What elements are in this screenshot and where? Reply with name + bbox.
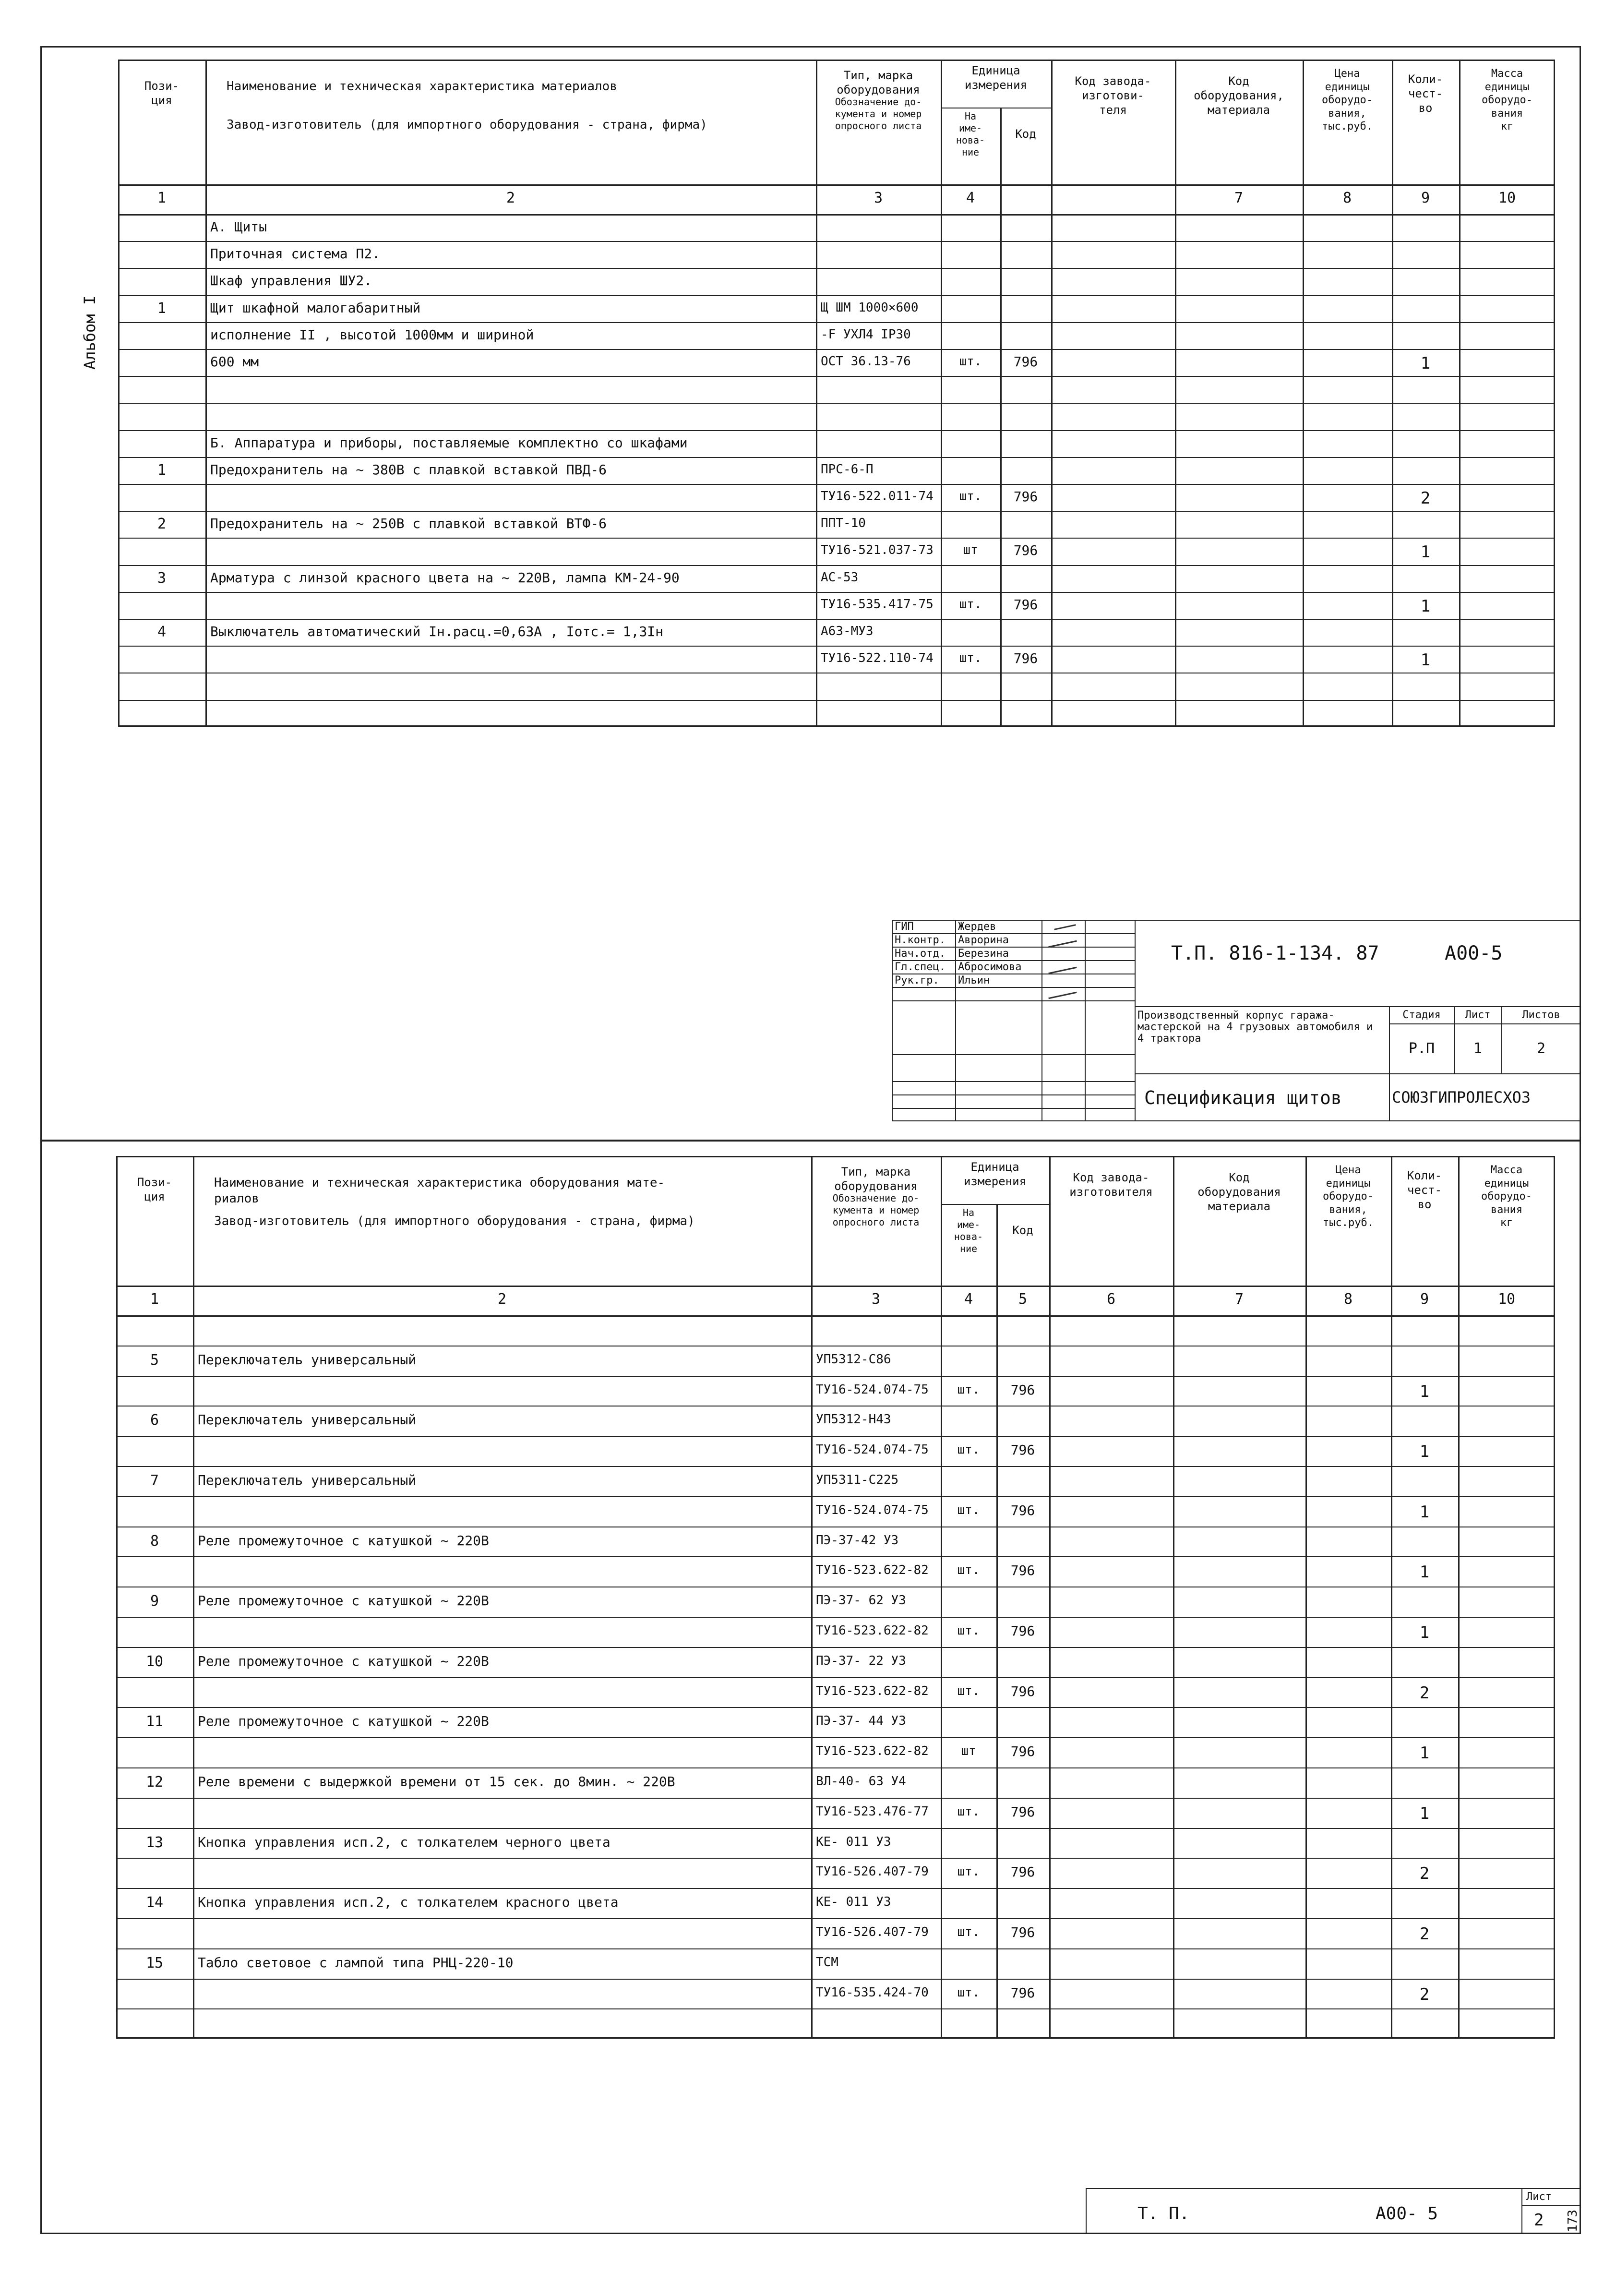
- cell-type: ТУ16-521.037-73: [821, 543, 934, 558]
- cell-unit-code: 796: [1013, 489, 1038, 505]
- cell-name: 600 мм: [210, 354, 259, 370]
- album-label: Альбом I: [81, 295, 99, 370]
- cell-unit-code: 796: [1013, 354, 1038, 370]
- column-number: 4: [966, 190, 975, 206]
- cell-name: Щит шкафной малогабаритный: [210, 300, 421, 316]
- stamp-sheet-header: Лист: [1465, 1009, 1491, 1021]
- cell-position: 11: [145, 1713, 164, 1731]
- cell-type: ТУ16-526.407-79: [816, 1925, 929, 1939]
- column-number: 3: [874, 190, 883, 206]
- cell-quantity: 1: [1420, 650, 1431, 670]
- column-number: 4: [964, 1291, 973, 1308]
- header-type-doc: Обозначение до- кумента и номер опросного листа: [832, 1192, 920, 1228]
- cell-position: 10: [145, 1653, 164, 1670]
- cell-unit: шт.: [959, 651, 982, 666]
- cell-name: Переключатель универсальный: [198, 1472, 417, 1488]
- header-equipment-code: Код оборудования, материала: [1194, 74, 1284, 117]
- cell-type: ПЭ-37- 44 У3: [816, 1714, 906, 1729]
- cell-type: -F УХЛ4 IP30: [821, 327, 911, 342]
- stamp-role: Гл.спец.: [895, 961, 946, 973]
- cell-name: Переключатель универсальный: [198, 1351, 417, 1368]
- footer-side-number: 173: [1566, 2210, 1580, 2232]
- header-unit: Единица измерения: [963, 1160, 1027, 1188]
- cell-unit: шт.: [957, 1985, 980, 2000]
- column-number: 10: [1498, 190, 1516, 206]
- cell-name: Шкаф управления ШУ2.: [210, 273, 372, 289]
- cell-quantity: 1: [1419, 1382, 1430, 1401]
- cell-unit-code: 796: [1010, 1924, 1035, 1940]
- stamp-object-title: Производственный корпус гаража-мастерской на 4 грузовых автомобиля и 4 трактора: [1137, 1010, 1373, 1045]
- header-plant-code: Код завода- изготови- теля: [1075, 74, 1151, 117]
- cell-quantity: 1: [1419, 1502, 1430, 1522]
- cell-quantity: 1: [1420, 542, 1431, 562]
- cell-unit-code: 796: [1010, 1683, 1035, 1699]
- column-number: 7: [1234, 190, 1244, 206]
- cell-type: ТУ16-523.622-82: [816, 1744, 929, 1759]
- stamp-person: Жердев: [958, 921, 996, 933]
- cell-type: ТУ16-523.622-82: [816, 1623, 929, 1638]
- cell-position: 12: [145, 1774, 164, 1791]
- cell-unit-code: 796: [1010, 1623, 1035, 1639]
- cell-type: ТУ16-524.074-75: [816, 1382, 929, 1397]
- stamp-role: ГИП: [895, 921, 914, 933]
- cell-type: ПЭ-37-42 У3: [816, 1533, 899, 1548]
- stamp-person: Березина: [958, 948, 1009, 960]
- header-manufacturer: Завод-изготовитель (для импортного оборудования - страна, фирма): [214, 1214, 695, 1228]
- cell-type: А63-МУ3: [821, 624, 874, 638]
- cell-position: 2: [157, 516, 167, 533]
- header-plant-code: Код завода- изготовителя: [1069, 1171, 1153, 1199]
- header-type-doc: Обозначение до- кумента и номер опросного листа: [835, 96, 922, 132]
- cell-unit: шт.: [957, 1925, 980, 1939]
- column-number: 9: [1421, 190, 1430, 206]
- cell-name: Реле промежуточное с катушкой ~ 220В: [198, 1713, 489, 1730]
- cell-position: 7: [150, 1472, 159, 1489]
- cell-unit: шт.: [957, 1443, 980, 1457]
- cell-quantity: 2: [1419, 1683, 1430, 1703]
- stamp-stage-header: Стадия: [1402, 1009, 1441, 1021]
- header-type: Тип, марка оборудования: [834, 1165, 918, 1193]
- cell-name: Арматура с линзой красного цвета на ~ 220В, лампа КМ-24-90: [210, 569, 680, 586]
- stamp-role: Нач.отд.: [895, 948, 946, 960]
- cell-position: 14: [145, 1894, 164, 1911]
- cell-unit-code: 796: [1010, 1502, 1035, 1518]
- cell-name: Табло световое с лампой типа РНЦ-220-10: [198, 1954, 514, 1971]
- footer-mark: А00- 5: [1376, 2204, 1438, 2224]
- cell-quantity: 1: [1420, 354, 1431, 373]
- cell-type: ТУ16-523.476-77: [816, 1804, 929, 1819]
- column-number: 1: [150, 1291, 159, 1308]
- cell-unit: шт.: [959, 597, 982, 612]
- cell-position: 5: [150, 1351, 159, 1369]
- cell-unit: шт.: [957, 1804, 980, 1819]
- cell-quantity: 1: [1419, 1743, 1430, 1763]
- cell-name: А. Щиты: [210, 219, 267, 235]
- cell-position: 8: [150, 1532, 159, 1550]
- cell-type: ПЭ-37- 62 У3: [816, 1593, 906, 1608]
- stamp-sheet: 1: [1473, 1040, 1483, 1057]
- footer-doc-code: Т. П.: [1137, 2204, 1190, 2224]
- stamp-stage: Р.П: [1408, 1040, 1435, 1057]
- stamp-role: Н.контр.: [895, 934, 946, 946]
- footer-sheet-number: 2: [1534, 2211, 1544, 2230]
- cell-type: ТСМ: [816, 1955, 838, 1970]
- cell-position: 15: [145, 1954, 164, 1971]
- cell-position: 1: [157, 300, 167, 317]
- column-number: 6: [1106, 1291, 1116, 1308]
- cell-name: Переключатель универсальный: [198, 1412, 417, 1428]
- header-manufacturer: Завод-изготовитель (для импортного оборудования - страна, фирма): [227, 118, 707, 132]
- cell-name: Предохранитель на ~ 380В с плавкой вставкой ПВД-6: [210, 461, 607, 478]
- header-name: Наименование и техническая характеристика оборудования мате- риалов: [214, 1176, 665, 1206]
- column-number: 3: [871, 1291, 881, 1308]
- cell-unit: шт.: [957, 1683, 980, 1698]
- cell-type: ТУ16-526.407-79: [816, 1864, 929, 1879]
- cell-unit-code: 796: [1013, 542, 1038, 559]
- cell-position: 13: [145, 1834, 164, 1851]
- header-position: Пози- ция: [137, 1176, 172, 1203]
- cell-quantity: 1: [1419, 1563, 1430, 1582]
- cell-unit: шт.: [957, 1623, 980, 1638]
- cell-unit: шт.: [957, 1864, 980, 1879]
- column-number: 8: [1342, 190, 1352, 206]
- header-quantity: Коли- чест- во: [1407, 1169, 1442, 1211]
- cell-type: ППТ-10: [821, 516, 866, 531]
- stamp-doc-title: Спецификация щитов: [1144, 1087, 1342, 1108]
- cell-unit: шт.: [957, 1503, 980, 1517]
- cell-unit: шт: [963, 543, 978, 558]
- cell-type: УП5311-С225: [816, 1473, 899, 1487]
- stamp-doc-code: Т.П. 816-1-134. 87: [1171, 942, 1379, 964]
- column-number: 10: [1497, 1291, 1516, 1308]
- cell-unit-code: 796: [1010, 1563, 1035, 1579]
- stamp-person: Аврорина: [958, 934, 1009, 946]
- column-number: 2: [497, 1291, 507, 1308]
- header-unit-mass: Масса единицы оборудо- вания кг: [1481, 1164, 1532, 1229]
- footer-sheet-header: Лист: [1526, 2191, 1552, 2203]
- column-number: 7: [1234, 1291, 1244, 1308]
- cell-unit: шт.: [957, 1563, 980, 1578]
- cell-type: ТУ16-535.417-75: [821, 597, 934, 612]
- cell-quantity: 2: [1420, 489, 1431, 508]
- cell-name: Кнопка управления исп.2, с толкателем красного цвета: [198, 1894, 619, 1911]
- cell-quantity: 1: [1419, 1803, 1430, 1823]
- header-quantity: Коли- чест- во: [1408, 72, 1443, 115]
- cell-name: Б. Аппаратура и приборы, поставляемые комплектно со шкафами: [210, 434, 688, 451]
- column-number: 5: [1018, 1291, 1028, 1308]
- header-unit-code: Код: [1015, 127, 1036, 141]
- cell-unit-code: 796: [1010, 1864, 1035, 1880]
- header-type: Тип, марка оборудования: [837, 69, 920, 96]
- cell-quantity: 1: [1420, 596, 1431, 616]
- column-number: 9: [1420, 1291, 1429, 1308]
- sheet-divider: [40, 1140, 1581, 1142]
- header-unit-price: Цена единицы оборудо- вания, тыс.руб.: [1323, 1164, 1374, 1229]
- cell-name: Приточная система П2.: [210, 246, 381, 262]
- cell-type: ТУ16-523.622-82: [816, 1683, 929, 1698]
- header-unit-mass: Масса единицы оборудо- вания кг: [1482, 68, 1532, 132]
- cell-type: ПЭ-37- 22 У3: [816, 1653, 906, 1668]
- cell-name: Реле времени с выдержкой времени от 15 сек. до 8мин. ~ 220В: [198, 1774, 675, 1790]
- cell-name: Реле промежуточное с катушкой ~ 220В: [198, 1653, 489, 1669]
- cell-unit-code: 796: [1013, 596, 1038, 613]
- cell-type: ТУ16-523.622-82: [816, 1563, 929, 1578]
- cell-quantity: 2: [1419, 1864, 1430, 1884]
- cell-type: ТУ16-522.110-74: [821, 651, 934, 666]
- stamp-organization: СОЮЗГИПРОЛЕСХОЗ: [1392, 1088, 1531, 1106]
- cell-unit-code: 796: [1013, 650, 1038, 667]
- cell-quantity: 2: [1419, 1924, 1430, 1944]
- column-number: 8: [1343, 1291, 1353, 1308]
- cell-type: КЕ- 011 У3: [816, 1834, 891, 1849]
- cell-name: исполнение II , высотой 1000мм и шириной: [210, 326, 534, 343]
- cell-name: Реле промежуточное с катушкой ~ 220В: [198, 1593, 489, 1609]
- cell-unit: шт.: [959, 354, 982, 369]
- cell-type: УП5312-С86: [816, 1352, 891, 1367]
- header-unit-name: На име- нова- ние: [956, 110, 985, 158]
- cell-unit: шт.: [957, 1382, 980, 1397]
- cell-type: КЕ- 011 У3: [816, 1895, 891, 1910]
- cell-position: 9: [150, 1593, 159, 1610]
- cell-name: Предохранитель на ~ 250В с плавкой вставкой ВТФ-6: [210, 516, 607, 532]
- cell-name: Реле промежуточное с катушкой ~ 220В: [198, 1532, 489, 1549]
- cell-type: ТУ16-535.424-70: [816, 1985, 929, 2000]
- stamp-mark: А00-5: [1445, 942, 1503, 964]
- cell-unit-code: 796: [1010, 1442, 1035, 1458]
- cell-position: 3: [157, 569, 167, 587]
- cell-type: ТУ16-524.074-75: [816, 1443, 929, 1457]
- cell-name: Выключатель автоматический Iн.расц.=0,63А , Iотс.= 1,3Iн: [210, 624, 664, 639]
- header-unit-name: На име- нова- ние: [954, 1207, 983, 1254]
- cell-type: ТУ16-524.074-75: [816, 1503, 929, 1517]
- cell-position: 1: [157, 461, 167, 479]
- header-name: Наименование и техническая характеристика материалов: [227, 79, 617, 94]
- cell-type: АС-53: [821, 570, 859, 585]
- cell-name: Кнопка управления исп.2, с толкателем черного цвета: [198, 1834, 610, 1850]
- stamp-role: Рук.гр.: [895, 974, 939, 986]
- header-position: Пози- ция: [144, 79, 180, 107]
- cell-type: Щ ШМ 1000×600: [821, 300, 919, 315]
- cell-type: ОСТ 36.13-76: [821, 354, 911, 369]
- cell-unit: шт: [961, 1744, 976, 1759]
- cell-type: ВЛ-40- 63 У4: [816, 1774, 906, 1789]
- header-equipment-code: Код оборудования материала: [1197, 1171, 1281, 1213]
- cell-unit-code: 796: [1010, 1382, 1035, 1398]
- stamp-person: Ильин: [958, 974, 990, 986]
- stamp-sheets: 2: [1536, 1040, 1546, 1057]
- cell-unit: шт.: [959, 489, 982, 504]
- cell-unit-code: 796: [1010, 1803, 1035, 1820]
- cell-quantity: 1: [1419, 1623, 1430, 1642]
- header-unit-price: Цена единицы оборудо- вания, тыс.руб.: [1322, 68, 1373, 132]
- cell-position: 4: [157, 624, 167, 640]
- cell-type: ПРС-6-П: [821, 462, 874, 477]
- cell-type: ТУ16-522.011-74: [821, 489, 934, 504]
- cell-unit-code: 796: [1010, 1984, 1035, 2001]
- column-number: 2: [506, 190, 515, 206]
- header-unit-code: Код: [1012, 1224, 1033, 1237]
- column-number: 1: [157, 190, 167, 206]
- cell-quantity: 1: [1419, 1442, 1430, 1462]
- stamp-sheets-header: Листов: [1522, 1009, 1560, 1021]
- stamp-person: Абросимова: [958, 961, 1022, 973]
- cell-unit-code: 796: [1010, 1743, 1035, 1760]
- header-unit: Единица измерения: [964, 64, 1028, 92]
- cell-type: УП5312-Н43: [816, 1412, 891, 1427]
- cell-position: 6: [150, 1412, 159, 1429]
- cell-quantity: 2: [1419, 1984, 1430, 2004]
